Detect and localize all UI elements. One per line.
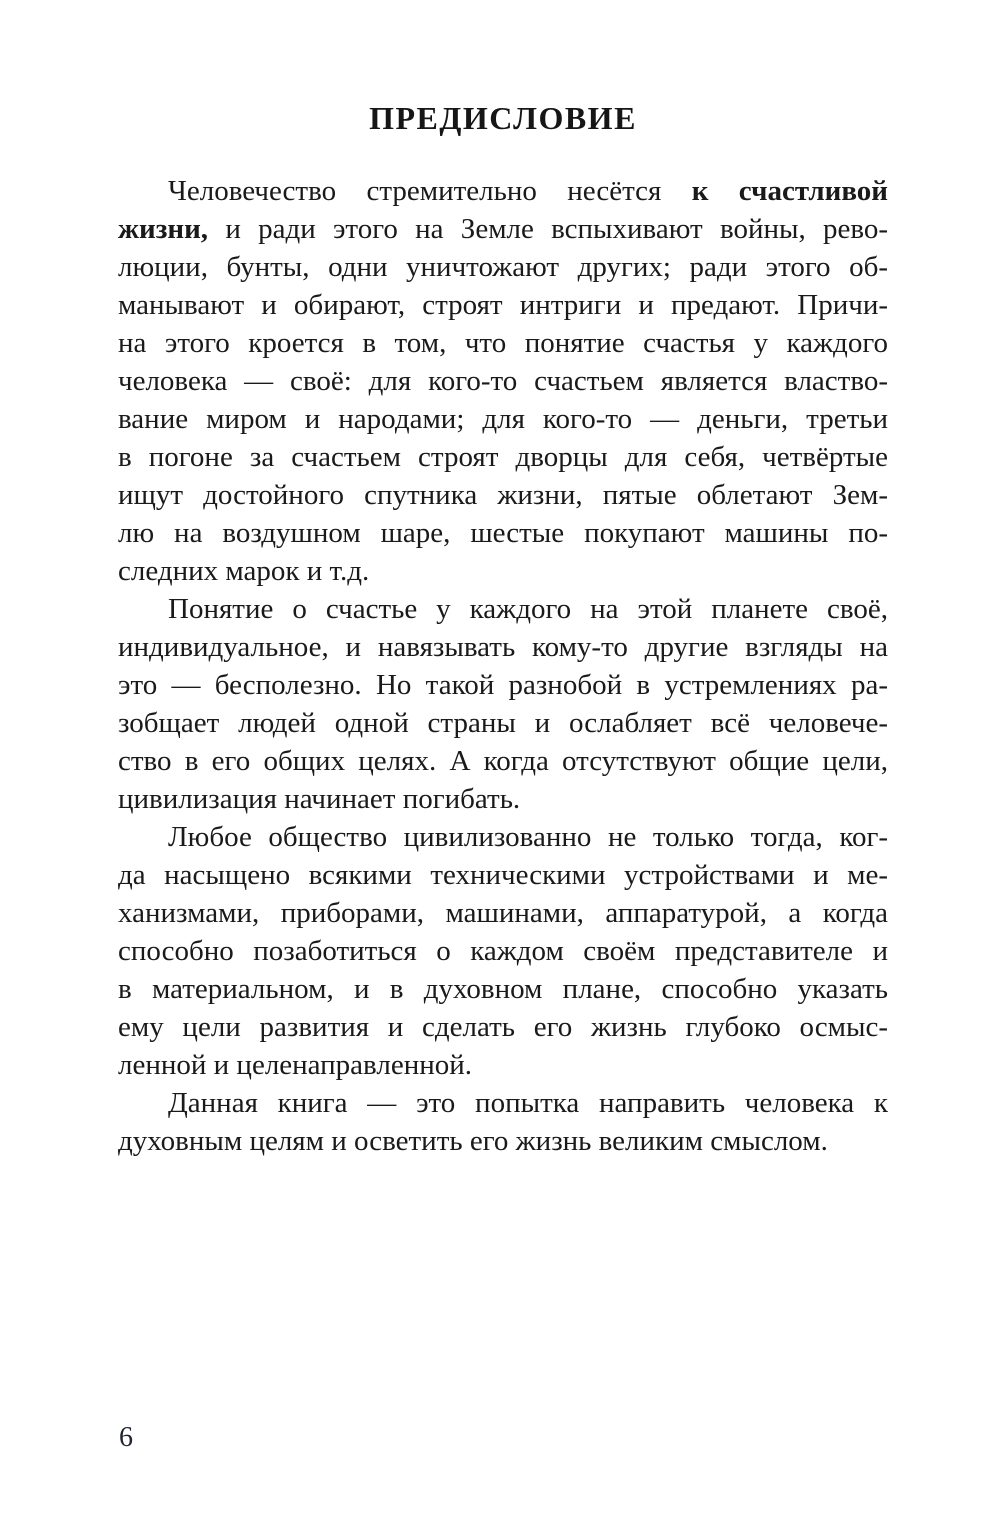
text-run: да насыщено всякими техническими устройствами и ме- <box>118 859 888 891</box>
text-run: человека — своё: для кого-то счастьем является властво- <box>118 365 888 397</box>
bold-text-run: жизни, <box>118 213 209 245</box>
text-run: и ради этого на Земле вспыхивают войны, рево- <box>208 213 888 245</box>
paragraph <box>118 818 888 1084</box>
text-run: ленной и целенаправленной. <box>118 1049 473 1081</box>
text-run: в погоне за счастьем строят дворцы для себя, четвёртые <box>118 441 888 473</box>
bold-text-run: к счастливой <box>691 175 888 207</box>
text-run: зобщает людей одной страны и ослабляет всё человече- <box>118 707 888 739</box>
text-line <box>118 210 888 248</box>
text-line <box>118 1122 888 1160</box>
text-run: вание миром и народами; для кого-то — деньги, третьи <box>118 403 888 435</box>
text-run: это — бесполезно. Но такой разнобой в устремлениях ра- <box>118 669 888 701</box>
text-run: следних марок и т.д. <box>118 555 370 587</box>
text-run: цивилизация начинает погибать. <box>118 783 521 815</box>
paragraph <box>118 172 888 590</box>
text-line <box>118 818 888 856</box>
text-line <box>118 1046 888 1084</box>
body-text <box>118 172 888 1160</box>
text-run: духовным целям и осветить его жизнь великим смыслом. <box>118 1125 828 1157</box>
text-run: в материальном, и в духовном плане, способно указать <box>118 973 888 1005</box>
text-line <box>118 1008 888 1046</box>
text-line <box>118 552 888 590</box>
text-run: Понятие о счастье у каждого на этой планете своё, <box>168 593 888 625</box>
text-run: способно позаботиться о каждом своём представителе и <box>118 935 888 967</box>
text-line <box>118 324 888 362</box>
page-number: 6 <box>119 1422 133 1453</box>
page-title: ПРЕДИСЛОВИЕ <box>369 100 637 136</box>
text-line <box>118 514 888 552</box>
text-line <box>118 172 888 210</box>
text-line <box>118 932 888 970</box>
text-run: ему цели развития и сделать его жизнь глубоко осмыс- <box>118 1011 888 1043</box>
text-line <box>118 742 888 780</box>
text-line <box>118 362 888 400</box>
text-run: ство в его общих целях. А когда отсутствуют общие цели, <box>118 745 888 777</box>
paragraph <box>118 590 888 818</box>
text-run: ищут достойного спутника жизни, пятые облетают Зем- <box>118 479 888 511</box>
text-line <box>118 894 888 932</box>
text-run: Данная книга — это попытка направить человека к <box>168 1087 888 1119</box>
text-line <box>118 400 888 438</box>
text-line <box>118 1084 888 1122</box>
text-line <box>118 666 888 704</box>
text-line <box>118 704 888 742</box>
text-line <box>118 780 888 818</box>
text-line <box>118 590 888 628</box>
text-run: манывают и обирают, строят интриги и предают. Причи- <box>118 289 888 321</box>
text-line <box>118 248 888 286</box>
text-run: индивидуальное, и навязывать кому-то другие взгляды на <box>118 631 888 663</box>
text-run: Человечество стремительно несётся <box>168 175 692 207</box>
text-run: лю на воздушном шаре, шестые покупают машины по- <box>118 517 888 549</box>
text-line <box>118 286 888 324</box>
paragraph <box>118 1084 888 1160</box>
text-run: люции, бунты, одни уничтожают других; ради этого об- <box>118 251 888 283</box>
text-line <box>118 476 888 514</box>
text-run: на этого кроется в том, что понятие счастья у каждого <box>118 327 888 359</box>
text-run: ханизмами, приборами, машинами, аппаратурой, а когда <box>118 897 888 929</box>
text-run: Любое общество цивилизованно не только тогда, ког- <box>168 821 888 853</box>
text-line <box>118 856 888 894</box>
text-line <box>118 628 888 666</box>
text-line <box>118 438 888 476</box>
text-line <box>118 970 888 1008</box>
